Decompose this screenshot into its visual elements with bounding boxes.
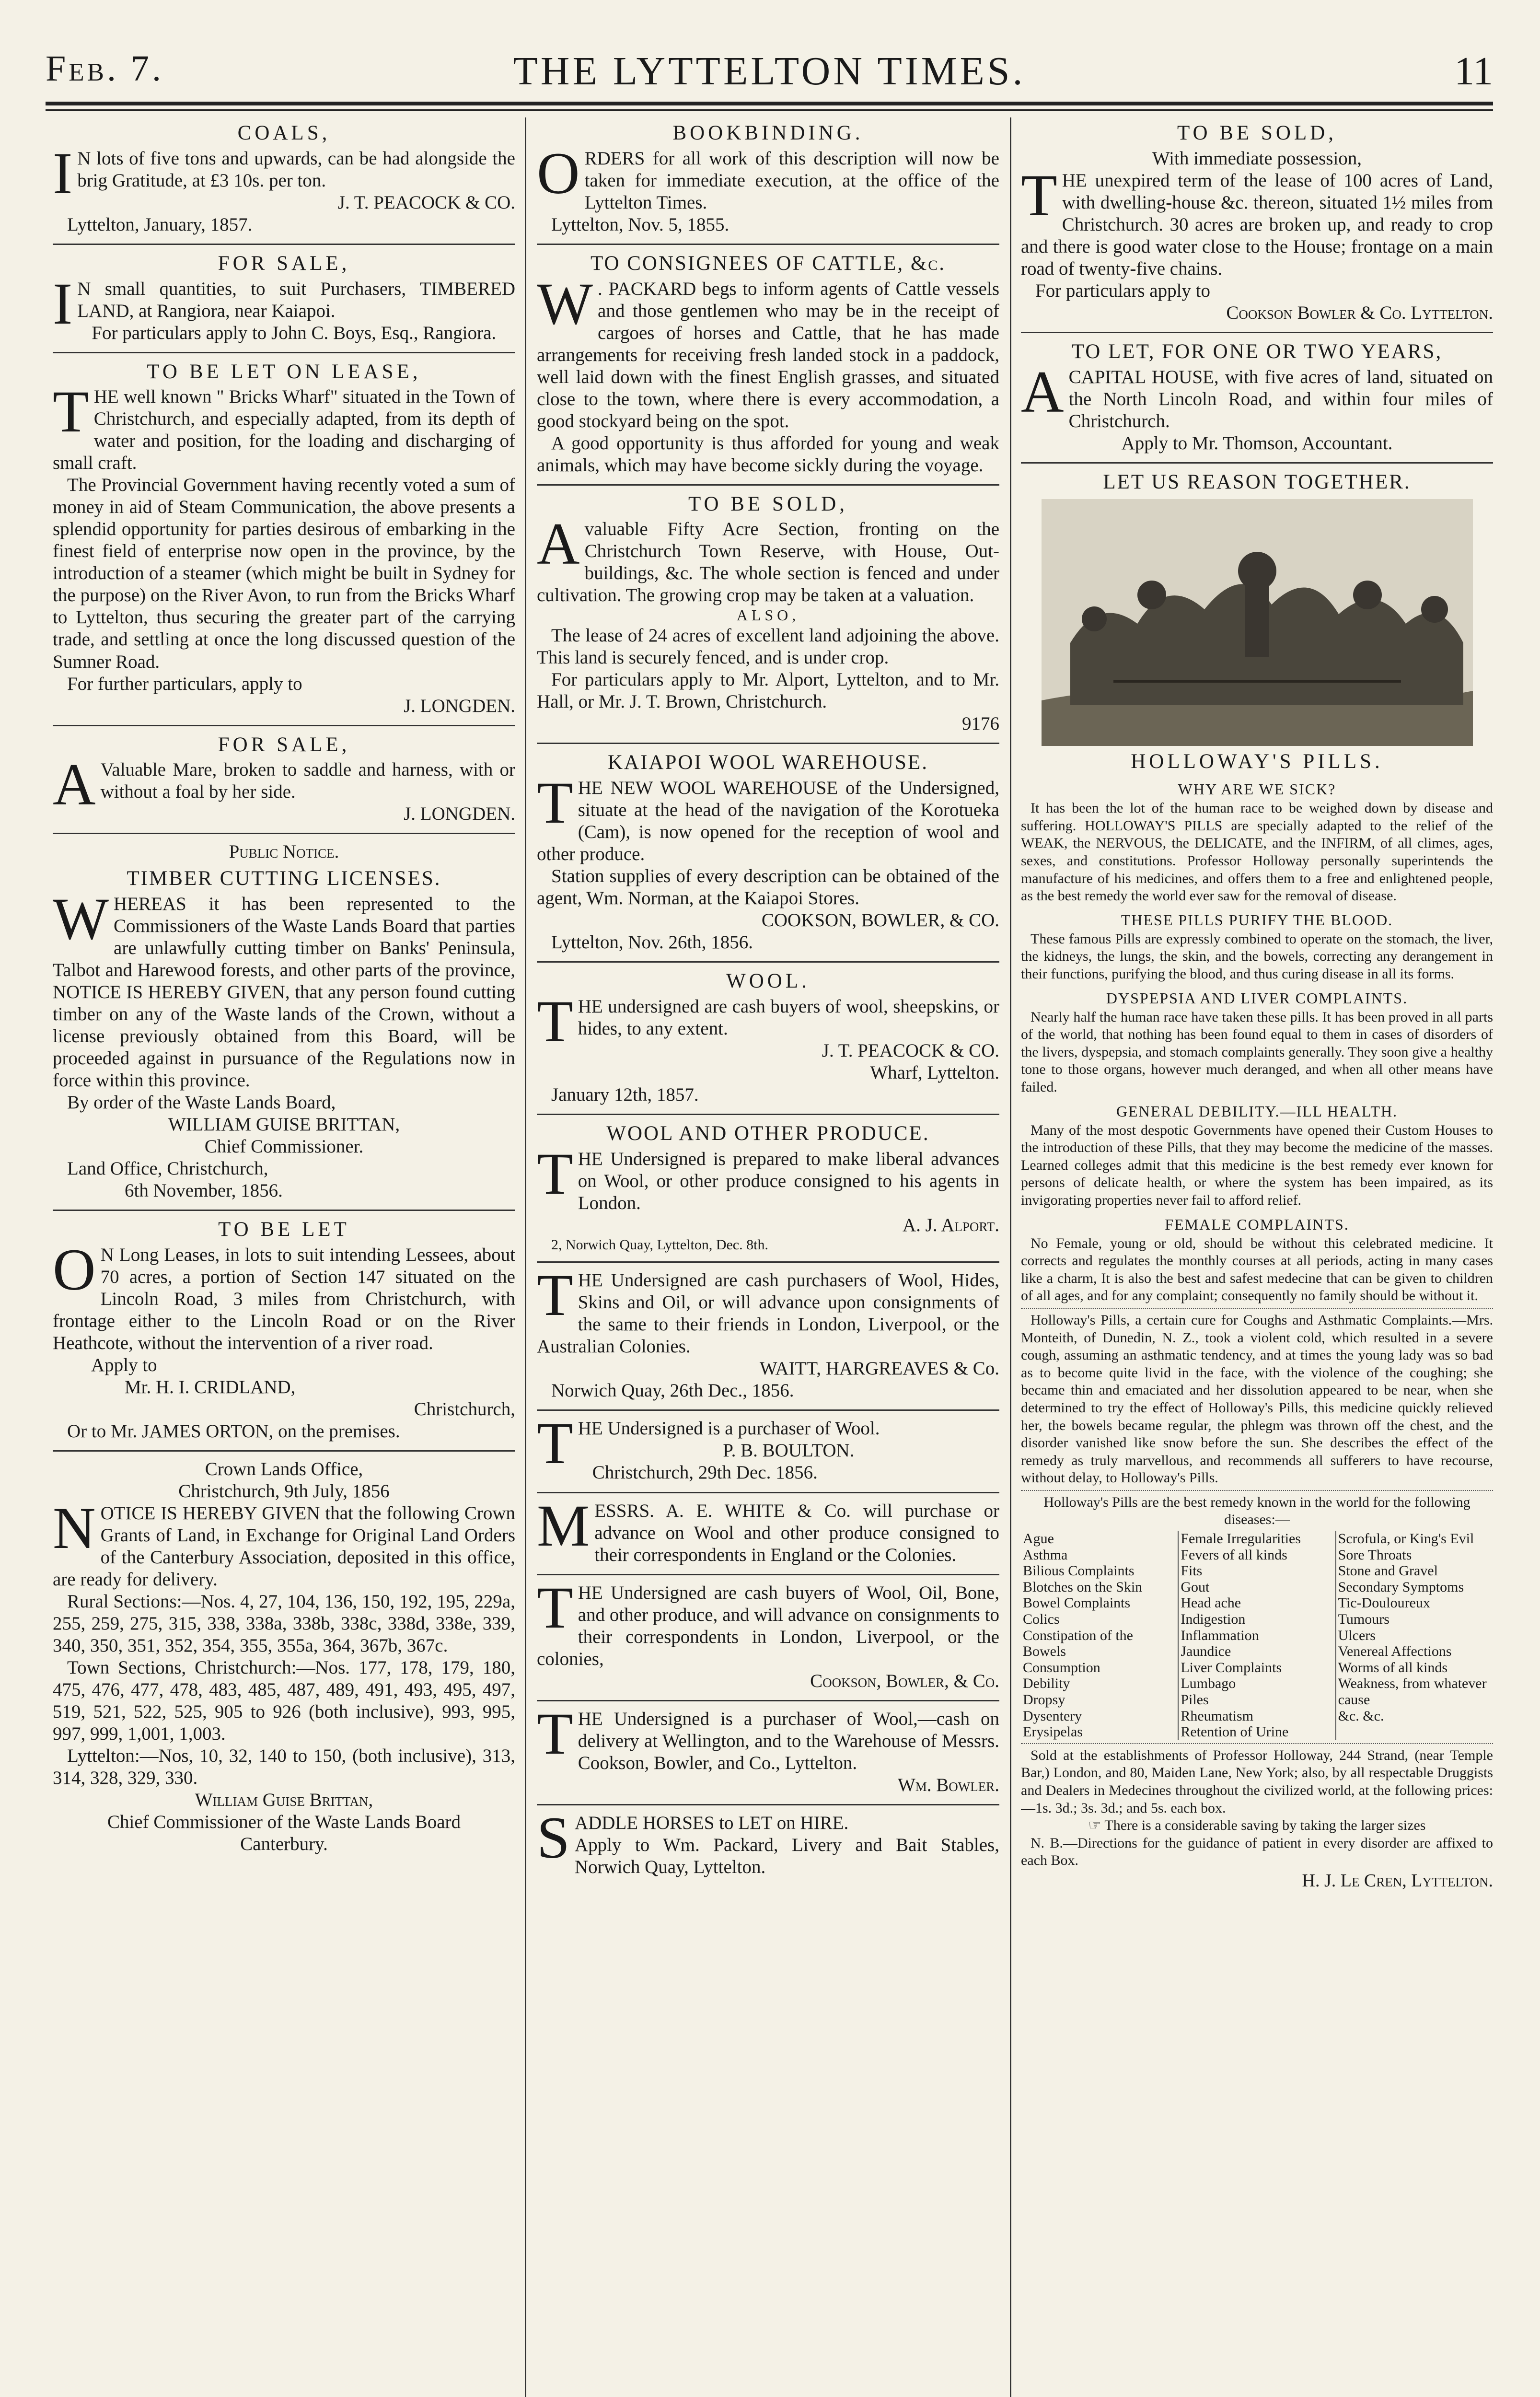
section-heading: GENERAL DEBILITY.—ILL HEALTH. xyxy=(1116,1102,1398,1120)
ad-apply: Apply to xyxy=(91,1355,157,1376)
ad-body: N lots of five tons and upwards, can be had alongside the brig Gratitude, at £3 10s. per ton. xyxy=(77,148,515,191)
disease-item: Secondary Symptoms xyxy=(1338,1579,1464,1595)
ad-heading: WOOL. xyxy=(726,970,810,993)
disease-item: Stone and Gravel xyxy=(1338,1563,1438,1579)
ad-signer: COOKSON, BOWLER, & CO. xyxy=(761,910,999,931)
ad-heading: TO CONSIGNEES OF CATTLE, &c. xyxy=(590,252,946,275)
ad-contact-alt: Or to Mr. JAMES ORTON, on the premises. xyxy=(67,1421,400,1442)
ad-heading: TIMBER CUTTING LICENSES. xyxy=(127,867,441,890)
ad-signer: P. B. BOULTON. xyxy=(723,1440,855,1461)
ad-paragraph: For further particulars, apply to xyxy=(67,673,302,694)
cookson-bowler-advert xyxy=(537,1574,999,1692)
crown-grants-notice xyxy=(53,1458,515,1855)
ad-paragraph: The Provincial Government having recently voted a sum of money in aid of Steam Communication, the above presents a splendid opportunity for parties desirous of embarking in the finest field of enterprise now open in the province, by the introduction of a steamer (which might be built in Sydney for the purpose) on the River Avon, to run from the Bricks Wharf to Lyttelton, thus securing the greater part of the carrying trade, and settling at once the long discussed question of the Sumner Road. xyxy=(53,475,515,672)
drop-cap: W xyxy=(53,886,109,952)
ad-signer: Cookson, Bowler, & Co. xyxy=(810,1670,999,1691)
disease-item: Head ache xyxy=(1181,1595,1241,1611)
waitt-hargreaves-advert xyxy=(537,1262,999,1402)
ad-signer: Cookson Bowler & Co. Lyttelton. xyxy=(1226,302,1493,323)
section-heading: WHY ARE WE SICK? xyxy=(1178,780,1336,798)
ad-apply: For particulars apply to xyxy=(1035,280,1210,301)
drop-cap: S xyxy=(537,1804,570,1871)
column-2 xyxy=(537,117,999,2397)
ad-separator xyxy=(537,961,999,963)
section-separator xyxy=(1021,1490,1493,1491)
ad-separator xyxy=(1021,332,1493,333)
drop-cap: T xyxy=(537,770,573,836)
coals-advert xyxy=(53,121,515,236)
ad-body: HE NEW WOOL WAREHOUSE of the Undersigned, situate at the head of the navigation of the Korotueka (Cam), is now opened for the reception of wool and other produce. xyxy=(537,778,999,865)
disease-item: Dropsy xyxy=(1023,1692,1065,1708)
section-body: No Female, young or old, should be without this celebrated medicine. It corrects and regulates the monthly courses at all periods, acting in many cases like a charm, It is also the best and safest medecine that can be given to children of all ages, and for any complaint; consequently no family should be without it. xyxy=(1021,1235,1493,1304)
column-3 xyxy=(1021,117,1493,2397)
disease-item: Jaundice xyxy=(1181,1643,1231,1660)
drop-cap: T xyxy=(537,1262,573,1328)
section-body: It has been the lot of the human race to be weighed down by disease and suffering. HOLLOWAY'S PILLS are specially adapted to the relief of the WEAK, the NERVOUS, the DELICATE, and the INFIRM, of all climes, ages, sexes, and constitutions. Professor Holloway personally superintends the manufacture of his medicines, and offers them to a free and enlightened people, as the best remedy the world ever saw for the removal of disease. xyxy=(1021,800,1493,904)
drop-cap: A xyxy=(53,752,96,818)
ad-separator xyxy=(53,1450,515,1452)
holloway-body xyxy=(1021,780,1493,1892)
ad-separator xyxy=(537,1804,999,1805)
ad-order: By order of the Waste Lands Board, xyxy=(67,1092,336,1113)
page-number: 11 xyxy=(1454,49,1493,93)
section-separator xyxy=(1021,1743,1493,1744)
masthead-rule xyxy=(46,102,1493,105)
ad-separator xyxy=(537,1114,999,1115)
saving-text: There is a considerable saving by taking the larger sizes xyxy=(1104,1817,1426,1834)
ad-separator xyxy=(537,1574,999,1575)
disease-item: Gout xyxy=(1181,1579,1210,1595)
drop-cap: I xyxy=(53,270,73,337)
ad-body: HE Undersigned are cash purchasers of Wool, Hides, Skins and Oil, or will advance upon consignments of the same to their friends in London, Liverpool, or the Australian Colonies. xyxy=(537,1270,999,1357)
saddle-horses-advert xyxy=(537,1804,999,1878)
drop-cap: T xyxy=(537,1410,573,1477)
masthead-rule-thin xyxy=(46,109,1493,111)
disease-item: Sore Throats xyxy=(1338,1547,1412,1563)
disease-item: Venereal Affections xyxy=(1338,1643,1452,1660)
drop-cap: N xyxy=(53,1495,96,1561)
cattle-advert xyxy=(537,252,999,477)
disease-item: Ulcers xyxy=(1338,1627,1376,1643)
rural-sections: Rural Sections:—Nos. 4, 27, 104, 136, 150, 192, 195, 229a, 255, 259, 275, 315, 338, 338a, 338b, 338c, 338d, 338e, 339, 340, 350, 351, 352, 354, 355, 355a, 364, 367b, 367c. xyxy=(53,1591,515,1656)
ad-separator xyxy=(53,725,515,726)
ad-body: HE Undersigned are cash buyers of Wool, Oil, Bone, and other produce, and will advance on consignments to their correspondents in London, Liverpool, or the colonies, xyxy=(537,1582,999,1669)
ad-separator xyxy=(537,743,999,744)
ad-date: Lyttelton, Nov. 5, 1855. xyxy=(551,214,729,235)
ad-apply: Apply to Mr. Thomson, Accountant. xyxy=(1121,432,1393,454)
sold-at-text: Sold at the establishments of Professor Holloway, 244 Strand, (near Temple Bar,) London, and 80, Maiden Lane, New York; also, by all respectable Druggists and Dealers in Medecines throughout the civilized world, at the following prices:—1s. 3d.; 3s. 3d.; and 5s. each box. xyxy=(1021,1747,1493,1816)
ad-body: OTICE IS HEREBY GIVEN that the following Crown Grants of Land, in Exchange for Original Land Orders of the Canterbury Association, deposited in this office, are ready for delivery. xyxy=(53,1503,515,1590)
ad-date: 6th November, 1856. xyxy=(125,1180,283,1201)
ad-separator xyxy=(537,1409,999,1411)
ad-body: HE undersigned are cash buyers of wool, sheepskins, or hides, to any extent. xyxy=(578,996,999,1039)
section-body: Many of the most despotic Governments have opened their Custom Houses to the introduction of these Pills, that they may become the medicine of the masses. Learned colleges admit that this medicine is the best remedy ever known for persons of delicate health, or where the system has been impaired, as its invigorating properties never fail to afford relief. xyxy=(1021,1122,1493,1208)
disease-item: Scrofula, or King's Evil xyxy=(1338,1531,1474,1547)
ad-heading: KAIAPOI WOOL WAREHOUSE. xyxy=(608,751,928,774)
ad-separator xyxy=(537,1492,999,1493)
ad-body: CAPITAL HOUSE, with five acres of land, situated on the North Lincoln Road, and within four miles of Christchurch. xyxy=(1068,366,1493,431)
disease-item: Debility xyxy=(1023,1676,1070,1692)
ad-heading: COALS, xyxy=(237,122,331,144)
ad-heading: TO BE SOLD, xyxy=(688,492,848,515)
notice-office: Crown Lands Office, xyxy=(205,1459,363,1480)
ad-separator xyxy=(53,1210,515,1211)
ad-body: valuable Fifty Acre Section, fronting on the Christchurch Town Reserve, with House, Out-buildings, &c. The whole section is fenced and under cultivation. The growing crop may be taken at a valuation. xyxy=(537,519,999,606)
ad-body: HE Undersigned is a purchaser of Wool. xyxy=(578,1418,880,1439)
ad-signer: A. J. Alport. xyxy=(903,1214,999,1235)
ad-paragraph: A good opportunity is thus afforded for young and weak animals, which may have become sickly during the voyage. xyxy=(537,432,999,476)
ad-body: HE unexpired term of the lease of 100 acres of Land, with dwelling-house &c. thereon, situated 1½ miles from Christchurch. 30 acres are broken up, and ready to crop and there is good water close to the House; frontage on a main road of twenty-five chains. xyxy=(1021,170,1493,279)
disease-item: Tumours xyxy=(1338,1611,1389,1628)
ad-paragraph: For particulars apply to Mr. Alport, Lyttelton, and to Mr. Hall, or Mr. J. T. Brown, Christchurch. xyxy=(537,669,999,712)
ad-place: Land Office, Christchurch, xyxy=(67,1158,268,1179)
ad-body: RDERS for all work of this description will now be taken for immediate execution, at the office of the Lyttelton Times. xyxy=(584,148,999,213)
timber-licenses-notice xyxy=(53,841,515,1202)
ad-separator xyxy=(537,1700,999,1701)
local-agent: H. J. Le Cren, Lyttelton. xyxy=(1302,1870,1493,1891)
ad-separator xyxy=(537,244,999,245)
kaiapoi-warehouse-advert xyxy=(537,751,999,954)
ad-body: Valuable Mare, broken to saddle and harness, with or without a foal by her side. xyxy=(100,759,515,803)
ad-heading: ADDLE HORSES to LET on HIRE. xyxy=(574,1812,849,1833)
ad-heading: TO LET, FOR ONE OR TWO YEARS, xyxy=(1071,340,1443,363)
pointing-hand-icon: ☞ xyxy=(1088,1817,1105,1834)
issue-date: Feb. 7. xyxy=(46,48,164,89)
newspaper-title: THE LYTTELTON TIMES. xyxy=(513,49,1026,93)
timbered-land-advert xyxy=(53,252,515,344)
ad-heading: LET US REASON TOGETHER. xyxy=(1103,470,1411,493)
ad-title: HOLLOWAY'S PILLS. xyxy=(1131,750,1383,773)
holloways-pills-advert xyxy=(1021,470,1493,1892)
ad-paragraph: Station supplies of every description can be obtained of the agent, Wm. Norman, at the Kaiapoi Stores. xyxy=(537,866,999,909)
drop-cap: T xyxy=(1021,162,1057,228)
disease-item: Bilious Complaints xyxy=(1023,1563,1135,1579)
diseases-col-1 xyxy=(1021,1531,1178,1740)
nb-note: N. B.—Directions for the guidance of patient in every disorder are affixed to each Box. xyxy=(1021,1835,1493,1869)
disease-item: Erysipelas xyxy=(1023,1724,1083,1740)
ad-signer: J. LONGDEN. xyxy=(404,803,515,825)
saving-note xyxy=(1021,1817,1493,1835)
ad-place: Wharf, Lyttelton. xyxy=(870,1062,999,1083)
column-1 xyxy=(53,117,515,2397)
bricks-wharf-advert xyxy=(53,360,515,717)
ad-signer: Wm. Bowler. xyxy=(897,1774,999,1795)
ad-heading: FOR SALE, xyxy=(218,252,350,275)
ad-separator xyxy=(1021,462,1493,464)
town-sections: Town Sections, Christchurch:—Nos. 177, 178, 179, 180, 475, 476, 477, 478, 483, 485, 487, 489, 491, 493, 495, 497, 519, 521, 522, 525, 905 to 926 (both inclusive), 993, 995, 997, 999, 1,001, 1,003. xyxy=(53,1657,515,1745)
masthead xyxy=(46,48,1493,120)
ad-body: N Long Leases, in lots to suit intending Lessees, about 70 acres, a portion of Section 147 situated on the Lincoln Road, 3 miles from Christchurch, with frontage either to the Lincoln Road or on the River Heathcote, without the intervention of a river road. xyxy=(53,1245,515,1354)
disease-item: Asthma xyxy=(1023,1547,1068,1563)
ad-separator xyxy=(537,1261,999,1263)
ad-contact: For particulars apply to John C. Boys, Esq., Rangiora. xyxy=(92,322,497,343)
drop-cap: I xyxy=(53,140,73,206)
ad-heading: WOOL AND OTHER PRODUCE. xyxy=(606,1122,930,1145)
ad-body: N small quantities, to suit Purchasers, TIMBERED LAND, at Rangiora, near Kaiapoi. xyxy=(77,278,515,321)
ad-place: Canterbury. xyxy=(240,1834,328,1855)
column-divider xyxy=(525,117,526,2397)
disease-item: Bowel Complaints xyxy=(1023,1595,1131,1611)
ad-signer: WILLIAM GUISE BRITTAN, xyxy=(168,1114,400,1135)
ad-contact-town: Christchurch, xyxy=(414,1399,515,1420)
ad-number: 9176 xyxy=(962,713,999,734)
disease-item: Female Irregularities xyxy=(1181,1531,1301,1547)
drop-cap: T xyxy=(53,379,89,445)
ad-body: . PACKARD begs to inform agents of Cattle vessels and those gentlemen who may be in the receipt of cargoes of horses and Cattle, that he has made arrangements for receiving fresh landed stock in a paddock, well laid down with the finest English grasses, and situated close to the town, where there is every accommodation, a good stockyard being on the spot. xyxy=(537,278,999,431)
capital-house-advert xyxy=(1021,340,1493,454)
ad-heading: TO BE SOLD, xyxy=(1177,122,1337,144)
ad-signer: J. T. PEACOCK & CO. xyxy=(337,192,515,213)
ad-separator xyxy=(53,833,515,834)
disease-item: Ague xyxy=(1023,1531,1054,1547)
disease-item: Piles xyxy=(1181,1692,1209,1708)
disease-item: Rheumatism xyxy=(1181,1708,1253,1724)
disease-item: &c. &c. xyxy=(1338,1708,1384,1724)
drop-cap: T xyxy=(537,1140,573,1207)
notice-label: Public Notice. xyxy=(229,841,339,862)
ad-paragraph: The lease of 24 acres of excellent land adjoining the above. This land is securely fenced, and is under crop. xyxy=(537,625,999,668)
disease-item: Retention of Urine xyxy=(1181,1724,1289,1740)
section-separator xyxy=(1021,1308,1493,1309)
engraving-illustration xyxy=(1042,499,1473,746)
drop-cap: T xyxy=(537,988,573,1054)
ad-signer: J. T. PEACOCK & CO. xyxy=(822,1040,999,1061)
diseases-col-2 xyxy=(1178,1531,1335,1740)
disease-item: Blotches on the Skin xyxy=(1023,1579,1143,1595)
ad-also: ALSO, xyxy=(736,606,800,624)
drop-cap: M xyxy=(537,1492,590,1559)
ad-separator xyxy=(53,244,515,245)
disease-item: Lumbago xyxy=(1181,1676,1236,1692)
ad-body: Apply to Wm. Packard, Livery and Bait Stables, Norwich Quay, Lyttelton. xyxy=(574,1834,999,1877)
drop-cap: A xyxy=(537,511,580,577)
diseases-col-3 xyxy=(1336,1531,1493,1740)
ad-role: Chief Commissioner of the Waste Lands Board xyxy=(107,1812,461,1833)
drop-cap: T xyxy=(537,1574,573,1641)
ad-subheading: With immediate possession, xyxy=(1152,148,1362,169)
ad-signer: William Guise Brittan, xyxy=(195,1790,373,1811)
ad-signer: WAITT, HARGREAVES & Co. xyxy=(759,1358,999,1379)
drop-cap: W xyxy=(537,270,593,337)
drop-cap: A xyxy=(1021,359,1064,425)
section-body: These famous Pills are expressly combined to operate on the stomach, the liver, the kidneys, the lungs, the skin, and the bowels, correcting any derangement in their functions, purifying the blood, and thus curing disease in all its forms. xyxy=(1021,931,1493,982)
ad-heading: TO BE LET xyxy=(218,1218,350,1241)
diseases-intro: Holloway's Pills are the best remedy known in the world for the following diseases:— xyxy=(1043,1494,1471,1528)
disease-item: Indigestion xyxy=(1181,1611,1246,1628)
boulton-advert xyxy=(537,1410,999,1484)
disease-item: Fevers of all kinds xyxy=(1181,1547,1287,1563)
disease-item: Worms of all kinds xyxy=(1338,1659,1448,1676)
disease-item: Inflammation xyxy=(1181,1627,1259,1643)
ad-date: January 12th, 1857. xyxy=(551,1084,699,1105)
ad-body: HEREAS it has been represented to the Commissioners of the Waste Lands Board that parties are unlawfully cutting timber on Banks' Peninsula, Talbot and Harewood forests, and other parts of the province, NOTICE IS HEREBY GIVEN, that any person found cutting timber on any of the Waste lands of the Crown, without a license previously obtained from this Board, will be proceeded against in pursuance of the Regulations now in force within this province. xyxy=(53,894,515,1091)
diseases-table xyxy=(1021,1531,1493,1740)
ad-body: ESSRS. A. E. WHITE & Co. will purchase or advance on Wool and other produce consigned to their correspondents in England or the Colonies. xyxy=(594,1500,999,1565)
disease-item: Weakness, from whatever cause xyxy=(1338,1676,1487,1708)
testimonial: Holloway's Pills, a certain cure for Coughs and Asthmatic Complaints.—Mrs. Monteith, of Dunedin, N. Z., took a violent cold, which resulted in a severe cough, assuming an asthmatic tendency, and at times the young lady was so bad as to become quite livid in the face, with the violence of the coughing; she became thin and emaciated and her dissolution appeared to be near, when she determined to try the effect of Holloway's Pills, this medicine quickly relieved her, the bowels became regular, the phlegm was thrown off the chest, and the disorder vanished like snow before the sun. She describes the effect of the remedy as truly marvellous, and recommends all sufferers to have recourse, without delay, to Holloway's Pills. xyxy=(1021,1312,1493,1486)
notice-date: Christchurch, 9th July, 1856 xyxy=(178,1481,390,1502)
wool-advert xyxy=(537,969,999,1106)
ad-date: Christchurch, 29th Dec. 1856. xyxy=(592,1462,818,1483)
ad-role: Chief Commissioner. xyxy=(204,1136,364,1157)
ad-separator xyxy=(53,352,515,353)
disease-item: Fits xyxy=(1181,1563,1203,1579)
drop-cap: T xyxy=(537,1700,573,1767)
ad-heading: TO BE LET ON LEASE, xyxy=(147,360,421,383)
disease-item: Liver Complaints xyxy=(1181,1659,1282,1676)
mare-advert xyxy=(53,733,515,826)
drop-cap: O xyxy=(53,1237,96,1303)
disease-item: Colics xyxy=(1023,1611,1060,1628)
to-be-let-advert xyxy=(53,1218,515,1443)
ad-body: HE Undersigned is a purchaser of Wool,—cash on delivery at Wellington, and to the Warehouse of Messrs. Cookson, Bowler, and Co., Lyttelton. xyxy=(578,1708,999,1773)
section-heading: FEMALE COMPLAINTS. xyxy=(1165,1215,1349,1233)
disease-item: Constipation of the Bowels xyxy=(1023,1627,1133,1660)
ad-heading: FOR SALE, xyxy=(218,733,350,756)
ad-signer: J. LONGDEN. xyxy=(404,695,515,716)
section-body: Nearly half the human race have taken these pills. It has been proved in all parts of the world, that nothing has been found equal to them in cases of disorders of the livers, dyspepsia, and stomach complaints generally. They soon give a healthy tone to those organs, however much deranged, and when all other means have failed. xyxy=(1021,1009,1493,1095)
ad-body: HE Undersigned is prepared to make liberal advances on Wool, or other produce consigned to his agents in London. xyxy=(578,1148,999,1213)
lyttelton-sections: Lyttelton:—Nos, 10, 32, 140 to 150, (both inclusive), 313, 314, 328, 329, 330. xyxy=(53,1745,515,1789)
ad-separator xyxy=(537,484,999,486)
ad-contact-name: Mr. H. I. CRIDLAND, xyxy=(125,1377,296,1398)
disease-item: Tic-Douloureux xyxy=(1338,1595,1430,1611)
wm-bowler-advert xyxy=(537,1700,999,1796)
column-divider xyxy=(1010,117,1011,2397)
ad-date: Norwich Quay, 26th Dec., 1856. xyxy=(551,1380,794,1401)
ad-body: HE well known " Bricks Wharf" situated in the Town of Christchurch, and especially adapted, from its depth of water and position, for the loading and discharging of small craft. xyxy=(53,386,515,474)
ad-dateline: Lyttelton, January, 1857. xyxy=(67,214,253,235)
ad-address: 2, Norwich Quay, Lyttelton, Dec. 8th. xyxy=(551,1236,768,1253)
section-heading: THESE PILLS PURIFY THE BLOOD. xyxy=(1121,911,1393,929)
white-advert xyxy=(537,1492,999,1566)
ad-heading: BOOKBINDING. xyxy=(672,122,864,144)
disease-item: Consumption xyxy=(1023,1659,1100,1676)
ad-date: Lyttelton, Nov. 26th, 1856. xyxy=(551,932,753,953)
section-heading: DYSPEPSIA AND LIVER COMPLAINTS. xyxy=(1106,989,1408,1007)
disease-item: Dysentery xyxy=(1023,1708,1082,1724)
drop-cap: O xyxy=(537,140,580,206)
lease-sold-advert xyxy=(1021,121,1493,324)
fifty-acre-advert xyxy=(537,492,999,735)
bookbinding-advert xyxy=(537,121,999,236)
wool-produce-advert xyxy=(537,1122,999,1254)
